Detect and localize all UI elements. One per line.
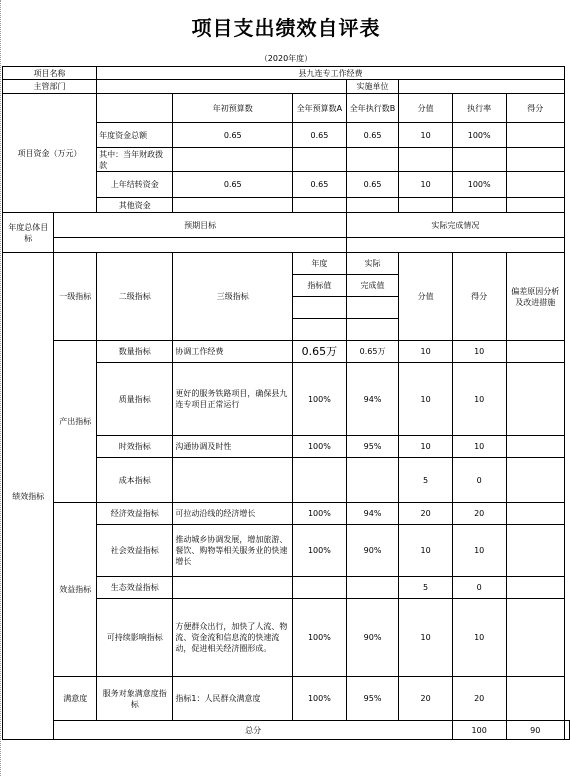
funds-cell: 0.65 <box>293 123 347 148</box>
perf-reason <box>506 503 565 525</box>
funds-cell <box>506 172 565 198</box>
perf-actual <box>346 458 399 503</box>
perf-actual: 90% <box>346 525 399 577</box>
perf-header-l2: 二级指标 <box>97 253 173 341</box>
perf-l3: 协调工作经费 <box>173 341 293 363</box>
perf-header-blank <box>293 297 347 319</box>
perf-reason <box>506 677 565 721</box>
total-got: 90 <box>506 721 565 740</box>
funds-cell <box>506 148 565 172</box>
perf-actual <box>346 577 399 599</box>
perf-l3: 沟通协调及时性 <box>173 436 293 458</box>
funds-header: 年初预算数 <box>173 94 293 123</box>
funds-row-label: 其中：当年财政拨款 <box>97 148 173 172</box>
funds-cell: 0.65 <box>293 172 347 198</box>
perf-reason <box>506 577 565 599</box>
funds-cell <box>293 198 347 213</box>
perf-target <box>293 458 347 503</box>
evaluation-table <box>2 66 570 740</box>
funds-row-label: 年度资金总额 <box>97 123 173 148</box>
perf-header-reason: 偏差原因分析及改进措施 <box>506 253 565 341</box>
perf-l1-satisfaction: 满意度 <box>54 677 97 721</box>
perf-l2: 成本指标 <box>97 458 173 503</box>
perf-actual: 90% <box>346 599 399 677</box>
funds-cell: 0.65 <box>346 172 399 198</box>
perf-got: 10 <box>452 436 506 458</box>
perf-l3: 可拉动沿线的经济增长 <box>173 503 293 525</box>
perf-score: 10 <box>399 599 452 677</box>
perf-score: 5 <box>399 577 452 599</box>
perf-l1-output: 产出指标 <box>54 341 97 503</box>
perf-got: 10 <box>452 599 506 677</box>
funds-header: 执行率 <box>452 94 506 123</box>
funds-cell <box>173 148 293 172</box>
perf-header-blank <box>346 319 399 341</box>
perf-target: 100% <box>293 436 347 458</box>
project-name-label: 项目名称 <box>3 67 97 80</box>
project-name: 县九连专工作经费 <box>97 67 565 80</box>
perf-header-score: 分值 <box>399 253 452 341</box>
impl-label: 实施单位 <box>346 80 399 94</box>
perf-l1-benefit: 效益指标 <box>54 503 97 677</box>
perf-l2: 可持续影响指标 <box>97 599 173 677</box>
perf-header-blank <box>293 319 347 341</box>
perf-got: 20 <box>452 677 506 721</box>
perf-score: 20 <box>399 503 452 525</box>
dept-value <box>97 80 347 94</box>
perf-actual: 0.65万 <box>346 341 399 363</box>
perf-got: 0 <box>452 458 506 503</box>
funds-cell <box>452 148 506 172</box>
perf-header-l3: 三级指标 <box>173 253 293 341</box>
funds-header: 全年预算数A <box>293 94 347 123</box>
funds-label: 项目资金（万元） <box>3 94 97 213</box>
funds-cell: 0.65 <box>173 172 293 198</box>
funds-cell <box>506 198 565 213</box>
perf-target: 100% <box>293 503 347 525</box>
page-title: 项目支出绩效自评表 <box>191 16 381 40</box>
perf-l2: 时效指标 <box>97 436 173 458</box>
funds-header: 全年执行数B <box>346 94 399 123</box>
perf-actual: 95% <box>346 677 399 721</box>
perf-l3 <box>173 458 293 503</box>
perf-header-target-top: 年度 <box>293 253 347 275</box>
perf-target: 100% <box>293 363 347 436</box>
perf-target <box>293 577 347 599</box>
perf-l2: 经济效益指标 <box>97 503 173 525</box>
perf-target: 0.65万 <box>293 341 347 363</box>
expected-goal-text <box>54 238 346 253</box>
actual-completion-header: 实际完成情况 <box>346 213 564 238</box>
perf-got: 10 <box>452 363 506 436</box>
total-reason <box>565 721 570 740</box>
perf-reason <box>506 341 565 363</box>
perf-l3: 指标1：人民群众满意度 <box>173 677 293 721</box>
funds-cell: 100% <box>452 123 506 148</box>
perf-target: 100% <box>293 525 347 577</box>
funds-header: 分值 <box>399 94 452 123</box>
perf-reason <box>506 525 565 577</box>
funds-cell: 100% <box>452 172 506 198</box>
year-label: （2020年度） <box>259 54 313 63</box>
perf-l2: 质量指标 <box>97 363 173 436</box>
total-label: 总分 <box>54 721 452 740</box>
perf-got: 10 <box>452 341 506 363</box>
funds-cell: 10 <box>399 172 452 198</box>
perf-score: 10 <box>399 341 452 363</box>
perf-l3: 更好的服务铁路项目，确保县九连专项目正常运行 <box>173 363 293 436</box>
perf-actual: 95% <box>346 436 399 458</box>
perf-score: 10 <box>399 525 452 577</box>
perf-l2: 数量指标 <box>97 341 173 363</box>
funds-cell <box>506 123 565 148</box>
funds-cell <box>173 198 293 213</box>
total-score: 100 <box>452 721 506 740</box>
funds-cell: 0.65 <box>346 123 399 148</box>
expected-goal-header: 预期目标 <box>54 213 346 238</box>
perf-reason <box>506 436 565 458</box>
funds-cell: 10 <box>399 123 452 148</box>
perf-header-actual-bottom: 完成值 <box>346 275 399 297</box>
funds-cell: 0.65 <box>173 123 293 148</box>
perf-score: 10 <box>399 363 452 436</box>
perf-reason <box>506 599 565 677</box>
perf-l2: 服务对象满意度指标 <box>97 677 173 721</box>
perf-reason <box>506 363 565 436</box>
funds-row-label: 上年结转资金 <box>97 172 173 198</box>
perf-target: 100% <box>293 599 347 677</box>
funds-header-blank <box>97 94 173 123</box>
perf-got: 0 <box>452 577 506 599</box>
perf-l2: 生态效益指标 <box>97 577 173 599</box>
perf-header-l1: 一级指标 <box>54 253 97 341</box>
funds-cell <box>293 148 347 172</box>
perf-got: 20 <box>452 503 506 525</box>
funds-header: 得分 <box>506 94 565 123</box>
perf-header-actual-top: 实际 <box>346 253 399 275</box>
actual-completion-text <box>346 238 564 253</box>
funds-cell <box>346 148 399 172</box>
perf-score: 5 <box>399 458 452 503</box>
perf-l3: 推动城乡协调发展，增加旅游、餐饮、购物等相关服务业的快速增长 <box>173 525 293 577</box>
perf-got: 10 <box>452 525 506 577</box>
perf-target: 100% <box>293 677 347 721</box>
perf-score: 20 <box>399 677 452 721</box>
impl-value <box>399 80 565 94</box>
funds-row-label: 其他资金 <box>97 198 173 213</box>
funds-cell <box>452 198 506 213</box>
perf-reason <box>506 458 565 503</box>
perf-header-got: 得分 <box>452 253 506 341</box>
perf-header-target-bottom: 指标值 <box>293 275 347 297</box>
dept-label: 主管部门 <box>3 80 97 94</box>
perf-label: 绩效指标 <box>3 253 54 740</box>
perf-l3 <box>173 577 293 599</box>
goals-label: 年度总体目标 <box>3 213 54 253</box>
perf-actual: 94% <box>346 503 399 525</box>
funds-cell <box>399 198 452 213</box>
perf-header-blank <box>346 297 399 319</box>
perf-l2: 社会效益指标 <box>97 525 173 577</box>
perf-score: 10 <box>399 436 452 458</box>
perf-actual: 94% <box>346 363 399 436</box>
funds-cell <box>346 198 399 213</box>
funds-cell <box>399 148 452 172</box>
perf-l3: 方便群众出行，加快了人流、物流、资金流和信息流的快速流动，促进相关经济圈形成。 <box>173 599 293 677</box>
